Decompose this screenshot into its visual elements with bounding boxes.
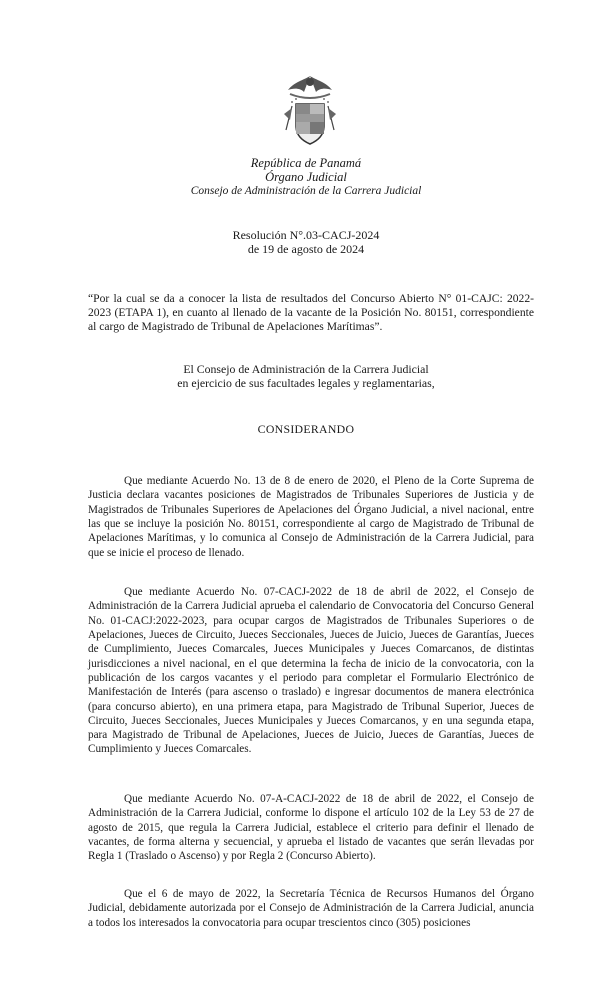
organo-line: Órgano Judicial bbox=[265, 170, 347, 184]
considerando-heading: CONSIDERANDO bbox=[257, 422, 355, 436]
resolution-title: “Por la cual se da a conocer la lista de resultados del Concurso Abierto N° 01-CAJC: 2022-2023 (ETAPA 1), en cuanto al llenado de la vacante de la Posición No. 80151, correspondiente al cargo de Magistrado de Tribunal de Apelaciones Marítimas”. bbox=[88, 292, 534, 333]
paragraph-2: Que mediante Acuerdo No. 07-CACJ-2022 de 18 de abril de 2022, el Consejo de Administración de la Carrera Judicial aprueba el calendario de Convocatoria del Concurso General No. 01-CACJ:2022-2023, para ocupar cargos de Magistrados de Tribunales Superiores o de Apelaciones, Jueces de Circuito, Jueces Seccionales, Jueces de Juicio, Jueces de Garantías, Jueces de Cumplimiento, Jueces Comarcales, Jueces Municipales y Jueces Comarcanos, de distintas jurisdicciones a nivel nacional, en el que determina la fecha de inicio de la convocatoria, con la publicación de los cargos vacantes y el periodo para completar el Formulario Electrónico de Manifestación de Interés (para ascenso o traslado) e ingresar documentos de manera electrónica (para concurso abierto), en una primera etapa, para Magistrado de Tribunal Superior, Jueces de Circuito, Jueces Seccionales, Jueces Municipales y Jueces Comarcanos, y en una segunda etapa, para Magistrado de Tribunal de Apelaciones, Jueces de Juicio, Jueces de Garantías, Jueces de Cumplimiento y Jueces Comarcales. bbox=[88, 586, 534, 756]
coat-of-arms-seal bbox=[282, 72, 338, 152]
council-preamble bbox=[0, 362, 612, 390]
paragraph-4: Que el 6 de mayo de 2022, la Secretaría Técnica de Recursos Humanos del Órgano Judicial, debidamente autorizada por el Consejo de Administración de la Carrera Judicial, anuncia a todos los interesados la convocatoria para ocupar trescientos cinco (305) posiciones bbox=[88, 888, 534, 929]
resolution-heading bbox=[0, 228, 612, 256]
letterhead bbox=[0, 156, 612, 198]
resolution-number: Resolución N°.03-CACJ-2024 bbox=[232, 228, 380, 242]
council-line-2: en ejercicio de sus facultades legales y reglamentarias, bbox=[177, 376, 435, 390]
paragraph-1: Que mediante Acuerdo No. 13 de 8 de enero de 2020, el Pleno de la Corte Suprema de Justicia declara vacantes posiciones de Magistrados de Tribunales Superiores de Justicia y de Magistrados de Tribunales Superiores de Apelaciones del Órgano Judicial, a nivel nacional, entre las que se incluye la posición No. 80151, correspondiente al cargo de Magistrado de Tribunal de Apelaciones Marítimas, y lo comunica al Consejo de Administración de la Carrera Judicial, para que se inicie el proceso de llenado. bbox=[88, 475, 534, 559]
republica-line: República de Panamá bbox=[250, 156, 362, 170]
council-line-1: El Consejo de Administración de la Carrera Judicial bbox=[183, 362, 429, 376]
consejo-line: Consejo de Administración de la Carrera Judicial bbox=[190, 185, 422, 197]
paragraph-3: Que mediante Acuerdo No. 07-A-CACJ-2022 de 18 de abril de 2022, el Consejo de Administración de la Carrera Judicial, conforme lo dispone el artículo 102 de la Ley 53 de 27 de agosto de 2015, que regula la Carrera Judicial, establece el criterio para definir el llenado de vacantes, de forma alterna y secuencial, y aprueba el listado de vacantes que serán llevadas por Regla 1 (Traslado o Ascenso) y por Regla 2 (Concurso Abierto). bbox=[88, 793, 534, 863]
resolution-date: de 19 de agosto de 2024 bbox=[247, 242, 365, 256]
